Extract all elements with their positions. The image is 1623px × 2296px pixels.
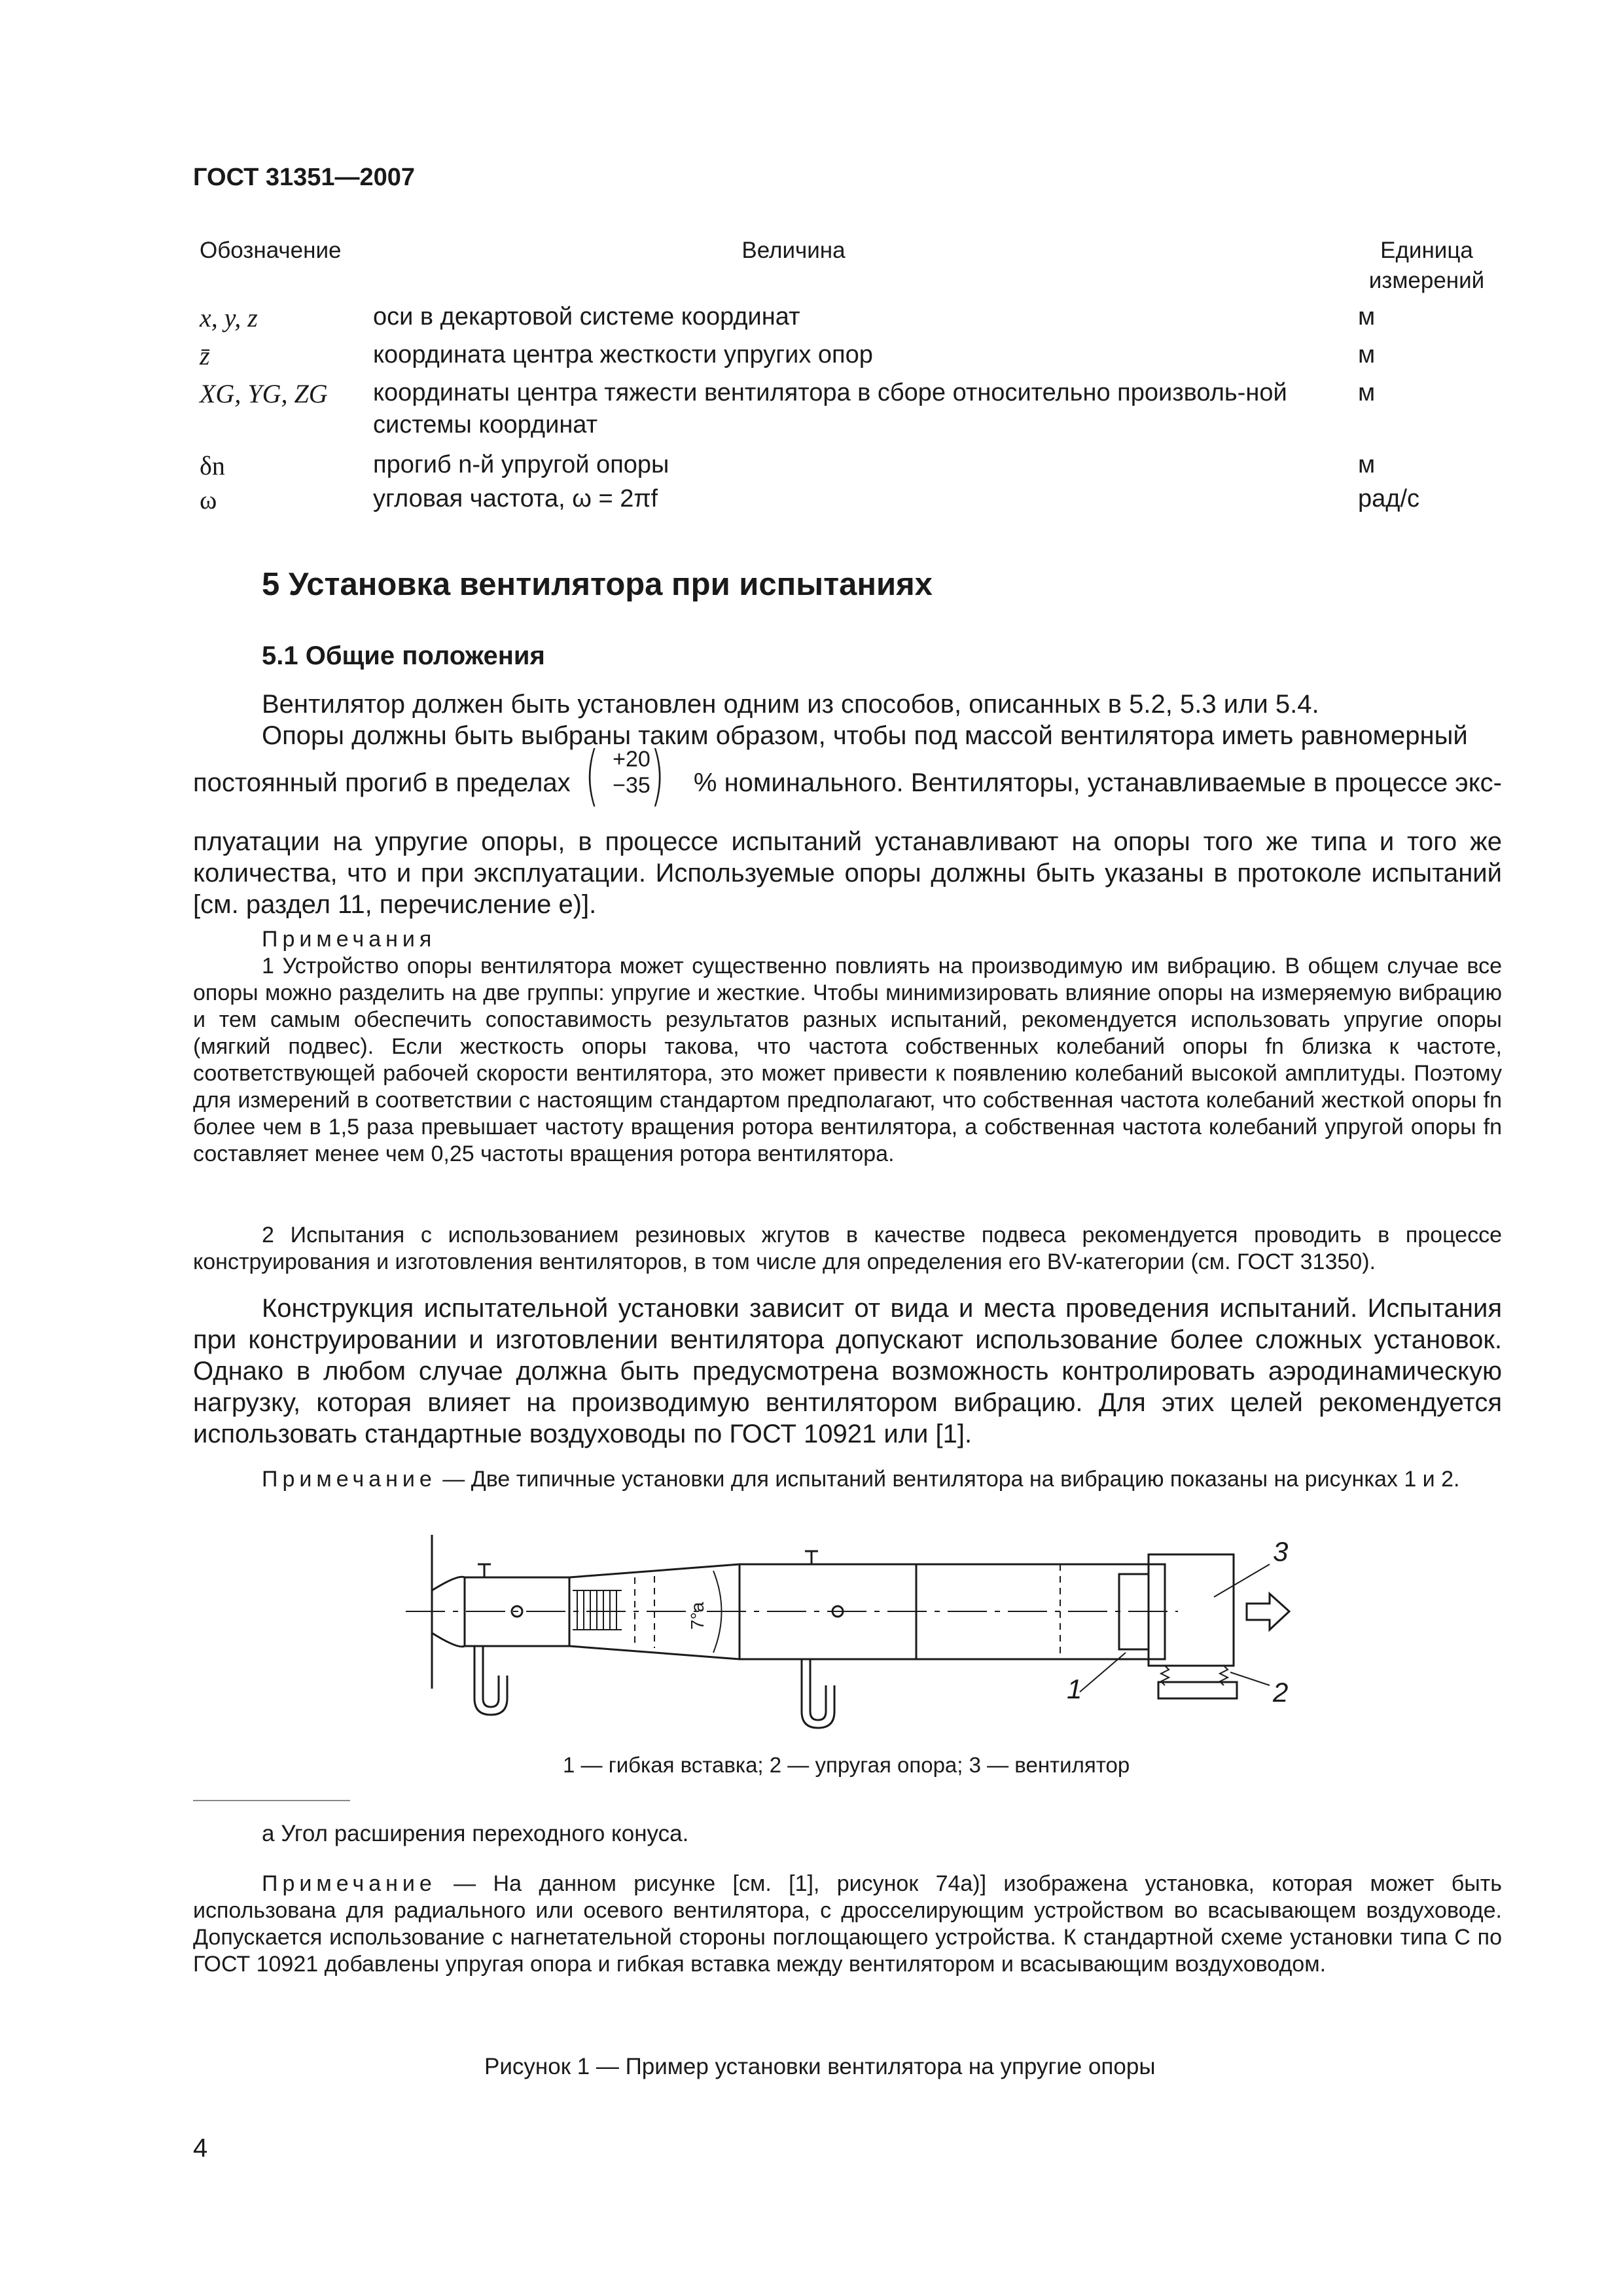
figure-caption: Рисунок 1 — Пример установки вентилятора на упругие опоры [484, 2054, 1156, 2079]
base-plate [1158, 1682, 1237, 1698]
right-parenthesis: ) [650, 737, 665, 814]
page-header: ГОСТ 31351—2007 [193, 164, 416, 191]
note-text: — На данном рисунке [см. [1], рисунок 74а)] изображена установка, которая может быть использована для радиального или осевого вентилятора, с дросселирующим устройством во всасывающем воздуховоде. Допускается использование с нагнетательной стороны поглощающего устройства. К стандартной схеме установки типа С по ГОСТ 10921 добавлены упругая опора и гибкая вставка между вентилятором и всасывающим воздуховодом. [193, 1871, 1502, 1977]
quantity-cell: угловая частота, ω = 2πf [373, 485, 658, 512]
angle-label: 7°a [687, 1602, 707, 1630]
table-header-row [200, 236, 1515, 301]
table-row [200, 339, 1515, 377]
symbol-cell: x, y, z [200, 303, 258, 332]
pressure-tap-1 [478, 1564, 491, 1577]
fan-housing [1149, 1554, 1234, 1666]
paragraph-text: % номинального. Вентиляторы, устанавливаемые в процессе экс- [693, 768, 1502, 797]
symbol-cell: δn [200, 451, 225, 480]
quantity-cell: координата центра жесткости упругих опор [373, 341, 873, 368]
label-3: 3 [1273, 1536, 1289, 1567]
table-row [200, 449, 1515, 483]
note-text: 2 Испытания с использованием резиновых жгутов в качестве подвеса рекомендуется проводить в процессе конструирования и изготовления вентиляторов, в том числе для определения его BV-категории (см. ГОСТ 31350). [193, 1223, 1502, 1274]
label-2: 2 [1273, 1677, 1289, 1708]
notes-heading: Примечания [262, 927, 437, 952]
leader-3 [1214, 1564, 1270, 1597]
tolerance-fraction [609, 746, 654, 798]
column-header-quantity: Величина [741, 238, 846, 263]
left-parenthesis: ( [584, 737, 599, 814]
paragraph-supports-line1 [193, 720, 1502, 751]
quantity-cell: оси в декартовой системе координат [373, 303, 800, 331]
manometer-2 [802, 1659, 834, 1728]
paragraph-supports-rest [193, 826, 1502, 920]
symbols-table [200, 236, 1515, 517]
paragraph-supports-formula-tail [661, 767, 1502, 798]
unit-cell: м [1358, 451, 1376, 478]
paragraph-text: Вентилятор должен быть установлен одним из способов, описанных в 5.2, 5.3 или 5.4. [262, 690, 1319, 719]
symbol-cell: XG, YG, ZG [200, 379, 328, 408]
paragraph-methods [193, 689, 1502, 720]
symbol-cell: ω [200, 485, 217, 514]
footnote: a Угол расширения переходного конуса. [262, 1821, 689, 1846]
fraction-top: +20 [613, 747, 651, 772]
unit-cell: м [1358, 341, 1376, 368]
note-text: 1 Устройство опоры вентилятора может существенно повлиять на производимую им вибрацию. В общем случае все опоры можно разделить на две группы: упругие и жесткие. Чтобы минимизировать влияние опоры на измеряемую вибрацию и тем самым обеспечить сопоставимость результатов разных испытаний, рекомендуется использовать упругие опоры (мягкий подвес). Если жесткость опоры такова, что частота собственных колебаний опоры fn близка к частоте, соответствующей рабочей скорости вентилятора, это может привести к появлению колебаний высокой амплитуды. Поэтому для измерений в соответствии с настоящим стандартом предполагают, что собственная частота колебаний жесткой опоры fn более чем в 1,5 раза превышает частоту вращения ротора вентилятора, а собственная частота колебаний упругой опоры fn составляет менее чем 0,25 частоты вращения ротора вентилятора. [193, 954, 1502, 1166]
note-text: — Две типичные установки для испытаний вентилятора на вибрацию показаны на рисунках 1 и 2. [436, 1467, 1460, 1492]
unit-cell: м [1358, 379, 1376, 406]
flow-arrow [1247, 1594, 1289, 1630]
inlet-bell-bottom [432, 1633, 465, 1689]
inlet-bell-top [432, 1535, 465, 1590]
column-header-symbol: Обозначение [200, 238, 342, 263]
unit-cell: м [1358, 303, 1376, 331]
table-row [200, 301, 1515, 339]
paragraph-text: Конструкция испытательной установки зависит от вида и места проведения испытаний. Испытания при конструировании и изготовлении вентилятора допускают использование более сложных установок. Однако в любом случае должна быть предусмотрена возможность контролировать аэродинамическую нагрузку, которая влияет на производимую вентилятором вибрацию. Для этих целей рекомендуется использовать стандартные воздуховоды по ГОСТ 10921 или [1]. [193, 1294, 1502, 1448]
figure-legend: 1 — гибкая вставка; 2 — упругая опора; 3 — вентилятор [563, 1753, 1130, 1777]
note-1 [193, 953, 1502, 1168]
note-label: Примечание [262, 1871, 437, 1896]
subsection-heading: 5.1 Общие положения [262, 641, 545, 670]
quantity-cell: прогиб n-й упругой опоры [373, 451, 669, 478]
quantity-cell: координаты центра тяжести вентилятора в сборе относительно произволь-ной системы координат [373, 379, 1287, 439]
symbol-cell: z̄ [200, 341, 210, 370]
label-1: 1 [1067, 1674, 1082, 1704]
paragraph-text: постоянный прогиб в пределах [193, 768, 571, 797]
throttle-device [573, 1590, 622, 1630]
paragraph-construction [193, 1293, 1502, 1450]
footnote-rule [193, 1800, 350, 1801]
fan-installation-figure [406, 1525, 1309, 1741]
unit-cell: рад/с [1358, 485, 1419, 512]
pressure-tap-2 [805, 1551, 818, 1564]
note-2 [193, 1222, 1502, 1276]
table-row [200, 377, 1515, 449]
manometer-1 [474, 1646, 507, 1715]
figure-note [193, 1871, 1502, 1978]
section-heading: 5 Установка вентилятора при испытаниях [262, 567, 933, 602]
page-number: 4 [193, 2134, 208, 2162]
fraction-bottom: −35 [613, 773, 651, 798]
note-figures [193, 1466, 1502, 1493]
paragraph-text: плуатации на упругие опоры, в процессе испытаний устанавливают на опоры того же типа и того же количества, что и при эксплуатации. Используемые опоры должны быть указаны в протоколе испытаний [см. раздел 11, перечисление е)]. [193, 827, 1502, 919]
note-label: Примечание [262, 1467, 437, 1492]
paragraph-text: Опоры должны быть выбраны таким образом, чтобы под массой вентилятора иметь равномерный [262, 721, 1468, 750]
column-header-unit: Единица измерений [1368, 238, 1485, 293]
table-row [200, 483, 1515, 517]
